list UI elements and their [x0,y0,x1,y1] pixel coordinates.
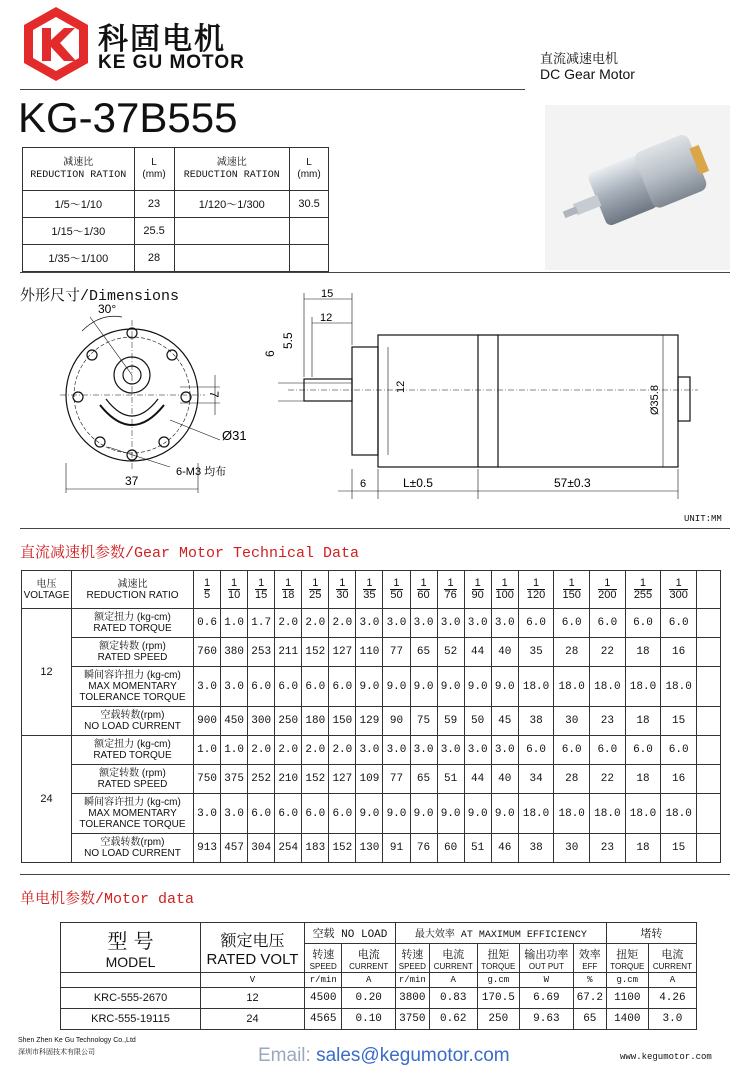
value-cell: 3.0 [356,609,383,638]
value-cell: 127 [329,765,356,794]
ratio-cell: $\frac{1}{15}$ [248,571,275,609]
value-cell: 900 [194,707,221,736]
value-cell: 9.0 [491,667,518,707]
value-cell: 254 [275,834,302,863]
value-cell: 2.0 [275,736,302,765]
value-cell: 65 [410,638,437,667]
param-name: 瞬间容许扭力 (kg-cm) MAX MOMENTARY TOLERANCE TORQUE [72,667,194,707]
motor-data-title: 单电机参数/Motor data [20,891,195,908]
sub-header: 电流 CURRENT [429,944,477,973]
value-cell: 1.0 [221,609,248,638]
value-cell: 2.0 [302,736,329,765]
brand-name-en: KE GU MOTOR [98,52,245,73]
value-cell: 150 [329,707,356,736]
product-type-en: DC Gear Motor [540,66,635,82]
value-cell: 6.0 [554,736,590,765]
length-cell: 25.5 [134,218,174,245]
value-cell: 3.0 [410,609,437,638]
company-name-en: Shen Zhen Ke Gu Technology Co.,Ltd [18,1037,136,1044]
ratio-cell: 1/35～1/100 [23,245,135,272]
unit-cell: W [519,973,573,988]
dimensions-title: 外形尺寸/Dimensions [20,288,180,305]
value-cell: 77 [383,638,410,667]
shaft-dia-label: 6 [263,350,277,357]
side-view-drawing [258,287,698,502]
value-cell: 6.69 [519,988,573,1009]
value-cell: 6.0 [329,794,356,834]
motor-data-table [60,922,697,1030]
value-cell: 51 [437,765,464,794]
ratio-cell: $\frac{1}{255}$ [625,571,661,609]
value-cell: 22 [590,638,626,667]
value-cell: 3.0 [194,667,221,707]
value-cell: 6.0 [625,609,661,638]
value-cell: 18.0 [590,667,626,707]
unit-row [61,973,697,988]
value-cell: 180 [302,707,329,736]
param-name: 瞬间容许扭力 (kg-cm) MAX MOMENTARY TOLERANCE TORQUE [72,794,194,834]
unit-cell: r/min [395,973,429,988]
gear-motor-table [21,570,721,863]
value-cell: 12 [201,988,305,1009]
value-cell: 9.0 [464,794,491,834]
value-cell: 6.0 [518,609,554,638]
spare-cell [697,794,721,834]
param-name: 额定扭力 (kg-cm) RATED TORQUE [72,736,194,765]
value-cell: 77 [383,765,410,794]
length-cell: 28 [134,245,174,272]
ratio-header: 减速比 REDUCTION RATION [23,148,135,191]
value-cell: 40 [491,765,518,794]
len12-label: 12 [320,312,333,324]
value-cell: 2.0 [329,736,356,765]
value-cell: 18 [625,707,661,736]
value-cell: 913 [194,834,221,863]
value-cell: 4.26 [648,988,696,1009]
value-cell: 6.0 [275,794,302,834]
value-cell: 44 [464,638,491,667]
sub-header: 效率 EFF [573,944,606,973]
value-cell: 24 [201,1009,305,1030]
value-cell: 6.0 [248,794,275,834]
value-cell: 30 [554,707,590,736]
flat-label: 7 [207,391,221,398]
len15-label: 15 [321,288,334,300]
value-cell: 18 [625,765,661,794]
value-cell: 40 [491,638,518,667]
unit-cell: A [648,973,696,988]
value-cell: 16 [661,638,697,667]
ratio-cell: $\frac{1}{200}$ [590,571,626,609]
value-cell: 67.2 [573,988,606,1009]
value-cell: 3.0 [464,609,491,638]
length-cell: 23 [134,191,174,218]
value-cell: 38 [518,834,554,863]
value-cell: 3.0 [383,609,410,638]
ratio-cell: $\frac{1}{100}$ [491,571,518,609]
spare-cell [697,736,721,765]
ratio-cell: 1/120～1/300 [174,191,290,218]
table-row [61,988,697,1009]
value-cell: 18 [625,834,661,863]
ratio-cell: $\frac{1}{50}$ [383,571,410,609]
email-label: Email: [258,1045,317,1066]
value-cell: 253 [248,638,275,667]
unit-cell: g.cm [477,973,519,988]
ratio-header-row [22,571,721,609]
value-cell: 3750 [395,1009,429,1030]
voltage-header: 电压 VOLTAGE [22,571,72,609]
value-cell: 9.0 [437,794,464,834]
rated-volt-header: 额定电压 RATED VOLT [201,923,305,973]
model-cell: KRC-555-2670 [61,988,201,1009]
length-cell [290,218,329,245]
value-cell: 4565 [305,1009,342,1030]
value-cell: 1400 [606,1009,648,1030]
unit-cell: V [201,973,305,988]
value-cell: 52 [437,638,464,667]
value-cell: 250 [275,707,302,736]
value-cell: 152 [329,834,356,863]
value-cell: 6.0 [661,609,697,638]
unit-cell: g.cm [606,973,648,988]
value-cell: 6.0 [302,794,329,834]
value-cell: 170.5 [477,988,519,1009]
table-row [22,638,721,667]
value-cell: 252 [248,765,275,794]
value-cell: 46 [491,834,518,863]
table-row [23,191,329,218]
value-cell: 18.0 [625,794,661,834]
ratio-header-2: 减速比 REDUCTION RATION [174,148,290,191]
value-cell: 0.10 [342,1009,395,1030]
table-row [23,245,329,272]
section-divider [20,874,730,875]
value-cell: 6.0 [248,667,275,707]
value-cell: 2.0 [302,609,329,638]
noload-header: 空载 NO LOAD [305,923,396,944]
value-cell: 450 [221,707,248,736]
unit-cell: r/min [305,973,342,988]
value-cell: 9.0 [383,794,410,834]
value-cell: 2.0 [275,609,302,638]
value-cell: 18.0 [661,794,697,834]
email-line [258,1045,510,1067]
voltage-cell: 12 [22,609,72,736]
value-cell: 3.0 [410,736,437,765]
product-type-cn: 直流减速电机 [540,52,619,67]
value-cell: 6.0 [554,609,590,638]
unit-spacer [61,973,201,988]
value-cell: 18.0 [661,667,697,707]
value-cell: 3.0 [437,609,464,638]
len-l-label: L±0.5 [403,476,433,490]
param-name: 额定转数 (rpm) RATED SPEED [72,765,194,794]
value-cell: 130 [356,834,383,863]
value-cell: 760 [194,638,221,667]
value-cell: 65 [573,1009,606,1030]
table-row [22,834,721,863]
ratio-cell: $\frac{1}{76}$ [437,571,464,609]
len57-label: 57±0.3 [554,476,591,490]
value-cell: 28 [554,638,590,667]
website-link[interactable]: www.kegumotor.com [620,1052,712,1062]
value-cell: 3.0 [383,736,410,765]
body-dia-label: Ø35.8 [649,385,661,415]
value-cell: 50 [464,707,491,736]
value-cell: 18 [625,638,661,667]
value-cell: 44 [464,765,491,794]
value-cell: 59 [437,707,464,736]
value-cell: 6.0 [275,667,302,707]
value-cell: 9.0 [356,794,383,834]
value-cell: 76 [410,834,437,863]
value-cell: 250 [477,1009,519,1030]
unit-cell: A [429,973,477,988]
value-cell: 60 [437,834,464,863]
unit-cell: A [342,973,395,988]
ratio-cell: $\frac{1}{120}$ [518,571,554,609]
ratio-cell: $\frac{1}{90}$ [464,571,491,609]
flat-dia-label: 5.5 [281,332,295,349]
value-cell: 6.0 [590,609,626,638]
value-cell: 22 [590,765,626,794]
value-cell: 9.0 [356,667,383,707]
brand-logo [18,4,94,84]
header-divider [20,89,525,90]
value-cell: 3.0 [648,1009,696,1030]
value-cell: 16 [661,765,697,794]
value-cell: 750 [194,765,221,794]
value-cell: 6.0 [518,736,554,765]
value-cell: 18.0 [625,667,661,707]
value-cell: 3.0 [356,736,383,765]
ratio-header: 减速比 REDUCTION RATIO [72,571,194,609]
front-view-drawing [20,295,260,500]
value-cell: 211 [275,638,302,667]
len6-label: 6 [360,478,367,490]
ratio-cell: $\frac{1}{18}$ [275,571,302,609]
value-cell: 18.0 [518,794,554,834]
value-cell: 129 [356,707,383,736]
value-cell: 75 [410,707,437,736]
value-cell: 304 [248,834,275,863]
width-label: 37 [125,474,139,488]
value-cell: 9.0 [410,794,437,834]
length-header: L (mm) [134,148,174,191]
value-cell: 45 [491,707,518,736]
spare-cell [697,571,721,609]
value-cell: 23 [590,834,626,863]
model-title: KG-37B555 [18,94,238,141]
value-cell: 375 [221,765,248,794]
value-cell: 9.0 [410,667,437,707]
value-cell: 3.0 [437,736,464,765]
table-row [22,736,721,765]
param-name: 空载转数(rpm) NO LOAD CURRENT [72,707,194,736]
value-cell: 9.0 [491,794,518,834]
unit-label: UNIT:MM [684,514,722,524]
value-cell: 3.0 [464,736,491,765]
value-cell: 34 [518,765,554,794]
value-cell: 6.0 [329,667,356,707]
email-link[interactable]: sales@kegumotor.com [316,1045,510,1066]
value-cell: 38 [518,707,554,736]
table-row [23,218,329,245]
ratio-cell: $\frac{1}{35}$ [356,571,383,609]
ratio-cell: $\frac{1}{30}$ [329,571,356,609]
value-cell: 3800 [395,988,429,1009]
value-cell: 0.6 [194,609,221,638]
sub-header: 扭矩 TORQUE [477,944,519,973]
model-cell: KRC-555-19115 [61,1009,201,1030]
table-row [22,707,721,736]
value-cell: 18.0 [554,794,590,834]
stall-header: 堵转 [606,923,696,944]
sub-header: 转速 SPEED [395,944,429,973]
ratio-cell: $\frac{1}{300}$ [661,571,697,609]
value-cell: 300 [248,707,275,736]
spare-cell [697,834,721,863]
ratio-cell: $\frac{1}{150}$ [554,571,590,609]
sub-header: 输出功率 OUT PUT [519,944,573,973]
value-cell: 1.7 [248,609,275,638]
brand-name-cn: 科固电机 [98,22,226,57]
value-cell: 9.0 [383,667,410,707]
value-cell: 30 [554,834,590,863]
product-photo [545,105,730,270]
value-cell: 6.0 [590,736,626,765]
length-cell [290,245,329,272]
value-cell: 3.0 [221,667,248,707]
maxeff-header: 最大效率 AT MAXIMUM EFFICIENCY [395,923,606,944]
motor-header-row [61,923,697,944]
table-row [22,667,721,707]
ratio-cell: $\frac{1}{10}$ [221,571,248,609]
value-cell: 4500 [305,988,342,1009]
spare-cell [697,667,721,707]
spare-cell [697,707,721,736]
ratio-length-table [22,147,329,272]
value-cell: 18.0 [590,794,626,834]
value-cell: 3.0 [491,736,518,765]
value-cell: 6.0 [302,667,329,707]
value-cell: 109 [356,765,383,794]
param-name: 额定转数 (rpm) RATED SPEED [72,638,194,667]
table-row [61,1009,697,1030]
value-cell: 18.0 [554,667,590,707]
value-cell: 65 [410,765,437,794]
sub-header: 扭矩 TORQUE [606,944,648,973]
length-header-2: L (mm) [290,148,329,191]
sub-header: 转速 SPEED [305,944,342,973]
value-cell: 183 [302,834,329,863]
value-cell: 15 [661,707,697,736]
spare-cell [697,609,721,638]
value-cell: 18.0 [518,667,554,707]
value-cell: 152 [302,765,329,794]
boss-dia-label: 12 [395,380,407,393]
value-cell: 210 [275,765,302,794]
table-row [22,765,721,794]
sub-header: 电流 CURRENT [342,944,395,973]
section-divider [20,272,730,273]
pcd-label: Ø31 [222,428,247,443]
angle-label: 30° [98,302,117,316]
value-cell: 23 [590,707,626,736]
ratio-cell [174,245,290,272]
value-cell: 0.20 [342,988,395,1009]
value-cell: 0.62 [429,1009,477,1030]
ratio-cell [174,218,290,245]
value-cell: 1.0 [194,736,221,765]
value-cell: 9.63 [519,1009,573,1030]
ratio-cell: 1/5～1/10 [23,191,135,218]
value-cell: 9.0 [464,667,491,707]
value-cell: 0.83 [429,988,477,1009]
table-row [22,609,721,638]
value-cell: 127 [329,638,356,667]
value-cell: 90 [383,707,410,736]
value-cell: 152 [302,638,329,667]
ratio-cell: $\frac{1}{5}$ [194,571,221,609]
ratio-cell: 1/15～1/30 [23,218,135,245]
value-cell: 15 [661,834,697,863]
spare-cell [697,638,721,667]
param-name: 空载转数(rpm) NO LOAD CURRENT [72,834,194,863]
ratio-cell: $\frac{1}{60}$ [410,571,437,609]
ratio-cell: $\frac{1}{25}$ [302,571,329,609]
value-cell: 3.0 [491,609,518,638]
value-cell: 1100 [606,988,648,1009]
value-cell: 91 [383,834,410,863]
value-cell: 35 [518,638,554,667]
value-cell: 9.0 [437,667,464,707]
table-row [22,794,721,834]
value-cell: 1.0 [221,736,248,765]
value-cell: 3.0 [194,794,221,834]
length-cell: 30.5 [290,191,329,218]
value-cell: 110 [356,638,383,667]
value-cell: 28 [554,765,590,794]
value-cell: 3.0 [221,794,248,834]
value-cell: 380 [221,638,248,667]
value-cell: 6.0 [661,736,697,765]
company-name-cn: 深圳市科固技术有限公司 [18,1048,95,1056]
sub-header: 电流 CURRENT [648,944,696,973]
value-cell: 2.0 [248,736,275,765]
value-cell: 51 [464,834,491,863]
section-divider [20,528,730,529]
spare-cell [697,765,721,794]
value-cell: 6.0 [625,736,661,765]
value-cell: 457 [221,834,248,863]
value-cell: 2.0 [329,609,356,638]
model-header: 型 号 MODEL [61,923,201,973]
holes-label: 6-M3 均布 [176,466,227,478]
voltage-cell: 24 [22,736,72,863]
gear-data-title: 直流减速机参数/Gear Motor Technical Data [20,545,360,562]
unit-cell: % [573,973,606,988]
param-name: 额定扭力 (kg-cm) RATED TORQUE [72,609,194,638]
